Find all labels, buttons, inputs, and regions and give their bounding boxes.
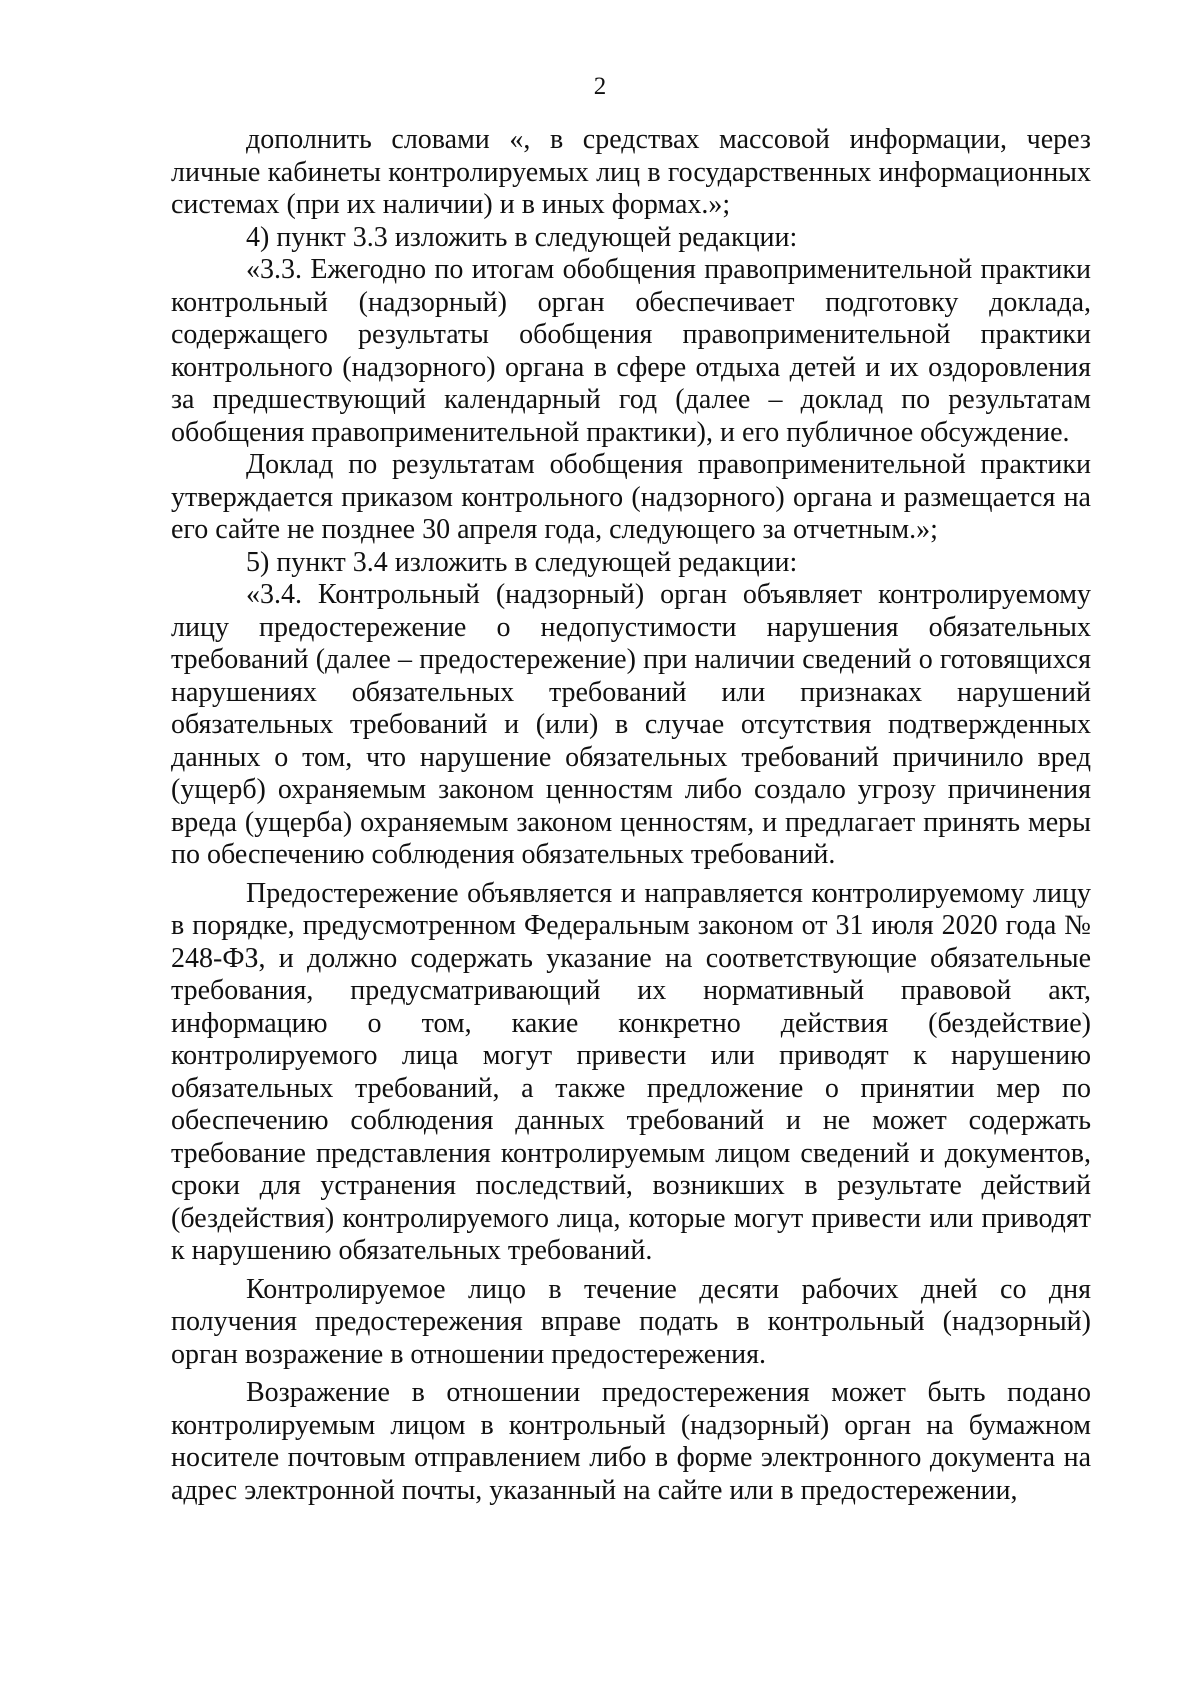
paragraph-clause-3-4: «3.4. Контрольный (надзорный) орган объявляет контролируемому лицу предостережение о недопустимости нарушения обязательных требований (далее – предостережение) при наличии сведений о готовящихся нарушениях обязательных требований или признаках нарушений обязательных требований и (или) в случае отсутствия подтвержденных данных о том, что нарушение обязательных требований причинило вред (ущерб) охраняемым законом ценностям либо создало угрозу причинения вреда (ущерба) охраняемым законом ценностям, и предлагает принять меры по обеспечению соблюдения обязательных требований.	[171, 579, 1091, 870]
paragraph-amendment-text: дополнить словами «, в средствах массовой информации, через личные кабинеты контролируемых лиц в государственных информационных системах (при их наличии) и в иных формах.»;	[171, 124, 1091, 220]
document-body	[171, 124, 1091, 1507]
paragraph-objection-right: Контролируемое лицо в течение десяти рабочих дней со дня получения предостережения вправе подать в контрольный (надзорный) орган возражение в отношении предостережения.	[171, 1273, 1091, 1370]
paragraph-clause-3-3: «3.3. Ежегодно по итогам обобщения правоприменительной практики контрольный (надзорный) орган обеспечивает подготовку доклада, содержащего результаты обобщения правоприменительной практики контрольного (надзорного) органа в сфере отдыха детей и их оздоровления за предшествующий календарный год (далее – доклад по результатам обобщения правоприменительной практики), и его публичное обсуждение.	[171, 254, 1091, 448]
paragraph-item-5: 5) пункт 3.4 изложить в следующей редакции:	[246, 546, 798, 578]
paragraph-objection-submission: Возражение в отношении предостережения может быть подано контролируемым лицом в контрольный (надзорный) орган на бумажном носителе почтовым отправлением либо в форме электронного документа на адрес электронной почты, указанный на сайте или в предостережении,	[171, 1377, 1091, 1506]
paragraph-report-approval: Доклад по результатам обобщения правоприменительной практики утверждается приказом контрольного (надзорного) органа и размещается на его сайте не позднее 30 апреля года, следующего за отчетным.»;	[171, 449, 1091, 545]
paragraph-warning-procedure: Предостережение объявляется и направляется контролируемому лицу в порядке, предусмотренном Федеральным законом от 31 июля 2020 года № 248-ФЗ, и должно содержать указание на соответствующие обязательные требования, предусматривающий их нормативный правовой акт, информацию о том, какие конкретно действия (бездействие) контролируемого лица могут привести или приводят к нарушению обязательных требований, а также предложение о принятии мер по обеспечению соблюдения данных требований и не может содержать требование представления контролируемым лицом сведений и документов, сроки для устранения последствий, возникших в результате действий (бездействия) контролируемого лица, которые могут привести или приводят к нарушению обязательных требований.	[171, 877, 1091, 1266]
paragraph-item-4: 4) пункт 3.3 изложить в следующей редакции:	[246, 221, 798, 253]
page-number: 2	[593, 73, 607, 100]
